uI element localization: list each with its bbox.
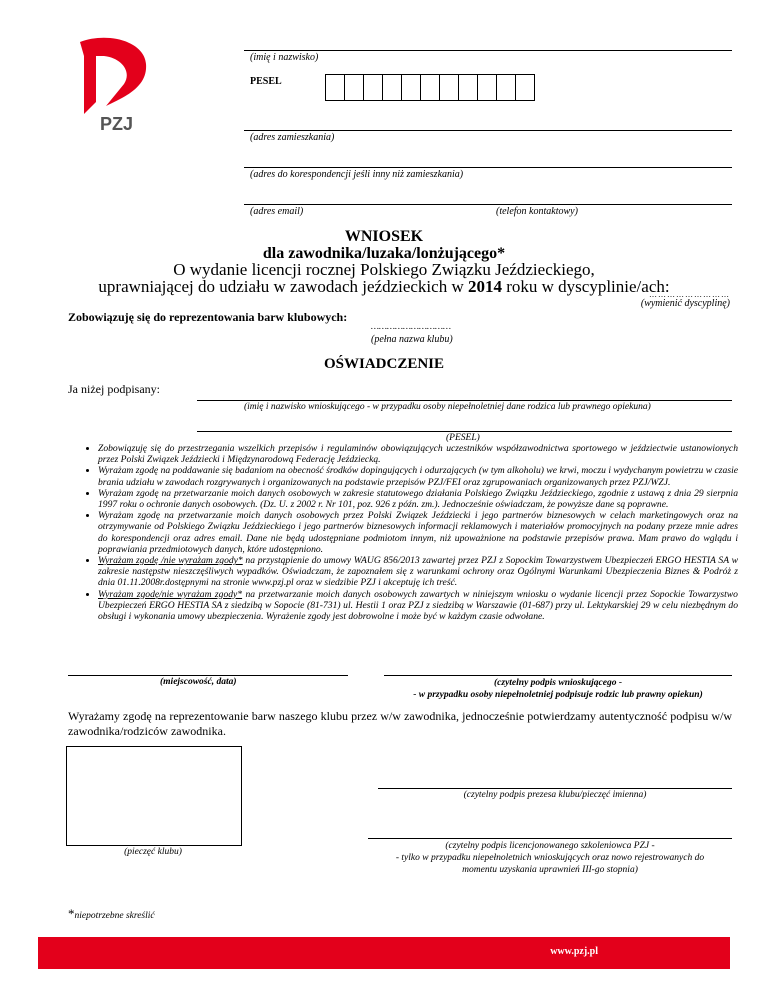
declaration-item: • Wyrażam zgodę na poddawanie się badaniom na obecność środków dopingujących i odurzających (w tym alkoholu) we krwi, moczu i wydychanym powietrzu w czasie brania udziału w zawodach rozgrywanych i organizowanych na podstawie przepisów PZJ/FEI oraz zgrupowaniach organizowanych przez PZJ/WZJ. <box>98 465 738 487</box>
declarant-name-line[interactable] <box>197 400 732 401</box>
insurance-text: na przystąpienie do umowy WAUG 856/2013 zawartej przez PZJ z Sopockim Towarzystwem Ubezpieczeń ERGO HESTIA SA w zakresie następstw nieszczęśliwych wypadków. Oświadczam, że zapoznałem się z warunkami ochrony oraz Ogólnymi Warunkami Ubezpieczenia Biznes & Podróż z dnia 01.11.2008r.dostępnymi na stronie www.pzj.pl oraz w siedzibie PZJ i akceptuję ich treść. <box>98 555 739 589</box>
name-label: (imię i nazwisko) <box>250 52 319 63</box>
place-date-label: (miejscowość, data) <box>160 677 237 687</box>
club-stamp-label: (pieczęć klubu) <box>124 847 182 857</box>
pesel-box[interactable] <box>477 74 497 101</box>
title-subtitle: dla zawodnika/luzaka/lonżującego* <box>262 245 506 262</box>
pesel-boxes[interactable] <box>325 74 535 101</box>
name-line[interactable] <box>244 50 732 51</box>
correspondence-label: (adres do korespondencji jeśli inny niż zamieszkania) <box>250 169 464 180</box>
pesel-box[interactable] <box>325 74 345 101</box>
footnote-star: * <box>68 906 75 921</box>
applicant-signature-line[interactable] <box>384 675 732 676</box>
title-text-end: roku w dyscyplinie/ach: <box>501 277 670 296</box>
address-line[interactable] <box>244 130 732 131</box>
pesel-box[interactable] <box>439 74 459 101</box>
declaration-heading: OŚWIADCZENIE <box>323 356 445 372</box>
pesel-box[interactable] <box>401 74 421 101</box>
instructor-signature-label <box>368 840 732 876</box>
footer-url[interactable]: www.pzj.pl <box>550 946 598 957</box>
club-label: (pełna nazwa klubu) <box>371 334 453 345</box>
footnote <box>68 906 155 922</box>
title-wniosek: WNIOSEK <box>344 228 424 245</box>
pesel-box[interactable] <box>363 74 383 101</box>
declarant-pesel-label: (PESEL) <box>446 433 480 443</box>
email-phone-line[interactable] <box>244 204 732 205</box>
declaration-intro: Ja niżej podpisany: <box>68 382 160 396</box>
club-stamp-box[interactable] <box>66 746 242 846</box>
declaration-item: • Wyrażam zgodę na przetwarzanie moich danych osobowych przez Polski Związek Jeździecki i jego partnerów biznesowych w celach marketingowych oraz na otrzymywanie od Polskiego Związku Jeździeckiego i jego partnerów biznesowych informacji reklamowych i materiałów promocyjnych na podany przeze mnie adres do korespondencji oraz adres email. Dane nie będą udostępniane podmiotom innym, niż upoważnione na podstawie przepisów prawa. Mam prawo do wglądu i poprawiania przedmiotowych danych, które udostępniono. <box>98 510 738 555</box>
president-signature-label: (czytelny podpis prezesa klubu/pieczęć imienna) <box>463 790 647 800</box>
declarant-name-label: (imię i nazwisko wnioskującego - w przypadku osoby niepełnoletniej dane rodzica lub prawnego opiekuna) <box>244 402 651 412</box>
footer-bar <box>38 937 730 969</box>
address-label: (adres zamieszkania) <box>250 132 335 143</box>
correspondence-line[interactable] <box>244 167 732 168</box>
pesel-box[interactable] <box>458 74 478 101</box>
discipline-dots[interactable]: ……………………… <box>649 290 730 299</box>
club-commitment: Zobowiązuję się do reprezentowania barw klubowych: <box>68 310 348 324</box>
instructor-label-line2: - tylko w przypadku niepełnoletnich wnioskujących oraz nowo rejestrowanych do <box>395 853 705 863</box>
data-consent-text: na przetwarzanie moich danych osobowych zawartych w niniejszym wniosku o wydanie licencji przez Sopockie Towarzystwo Ubezpieczeń ERGO HESTIA SA z siedzibą w Sopocie (81-731) ul. Hestii 1 oraz PZJ z siedzibą w Warszawie (01-687) przy ul. Lektykarskiej 29 w celu niezbędnym do obsługi i wykonania umowy ubezpieczenia. Wyrażenie zgody jest dobrowolne i może być w każdym czasie odwołane. <box>98 588 738 623</box>
instructor-label-line3: momentu uzyskania uprawnień III-go stopnia) <box>462 865 638 875</box>
club-consent-text: Wyrażamy zgodę na reprezentowanie barw naszego klubu przez w/w zawodnika, jednocześnie potwierdzamy autentyczność podpisu w/w zawodnika/rodziców zawodnika. <box>68 709 732 738</box>
footnote-text: niepotrzebne skreślić <box>74 911 155 921</box>
club-dots[interactable]: ………………………… <box>371 321 452 331</box>
declaration-item: • Wyrażam zgodę na przetwarzanie moich danych osobowych w zakresie statutowego działania Polskiego Związku Jeździeckiego, zgodnie z ustawą z dnia 29 sierpnia 1997 roku o ochronie danych osobowych. (Dz. U. z 2002 r. Nr 101, poz. 926 z późn. zm.). Jednocześnie oświadczam, że powyższe dane są poprawne. <box>98 488 738 510</box>
pesel-box[interactable] <box>420 74 440 101</box>
title-license: O wydanie licencji rocznej Polskiego Związku Jeździeckiego, <box>173 260 595 279</box>
pesel-box[interactable] <box>382 74 402 101</box>
discipline-label: (wymienić dyscyplinę) <box>640 298 730 309</box>
data-consent-choice[interactable]: Wyrażam zgodę/nie wyrażam zgody* <box>98 588 243 600</box>
phone-label: (telefon kontaktowy) <box>496 206 578 217</box>
declaration-item-data <box>98 589 738 623</box>
pesel-box[interactable] <box>344 74 364 101</box>
instructor-label-line1: (czytelny podpis licencjonowanego szkoleniowca PZJ - <box>445 841 655 851</box>
declaration-item: • Zobowiązuję się do przestrzegania wszelkich przepisów i regulaminów obowiązujących uczestników współzawodnictwa sportowego w jeździectwie ustanowionych przez Polski Związek Jeździecki i Międzynarodową Federację Jeździecką. <box>98 443 738 465</box>
place-date-line[interactable] <box>68 675 348 676</box>
pesel-box[interactable] <box>496 74 516 101</box>
declaration-item-insurance <box>98 555 738 589</box>
title-text: uprawniającej do udziału w zawodach jeździeckich w <box>98 277 468 296</box>
insurance-consent-choice[interactable]: Wyrażam zgodę /nie wyrażam zgody* <box>98 555 243 567</box>
email-label: (adres email) <box>250 206 304 217</box>
pzj-logo <box>66 32 158 140</box>
pesel-label: PESEL <box>250 76 282 87</box>
applicant-signature-line1: (czytelny podpis wnioskującego - <box>494 678 622 688</box>
president-signature-line[interactable] <box>378 788 732 789</box>
declaration-list <box>80 443 738 622</box>
logo-text: PZJ <box>100 114 134 134</box>
applicant-signature-line2: - w przypadku osoby niepełnoletniej podpisuje rodzic lub prawny opiekun) <box>413 690 703 700</box>
pesel-box[interactable] <box>515 74 535 101</box>
declarant-pesel-line[interactable] <box>197 431 732 432</box>
applicant-signature-label <box>384 677 732 701</box>
instructor-signature-line[interactable] <box>368 838 732 839</box>
title-year: 2014 <box>467 277 502 296</box>
